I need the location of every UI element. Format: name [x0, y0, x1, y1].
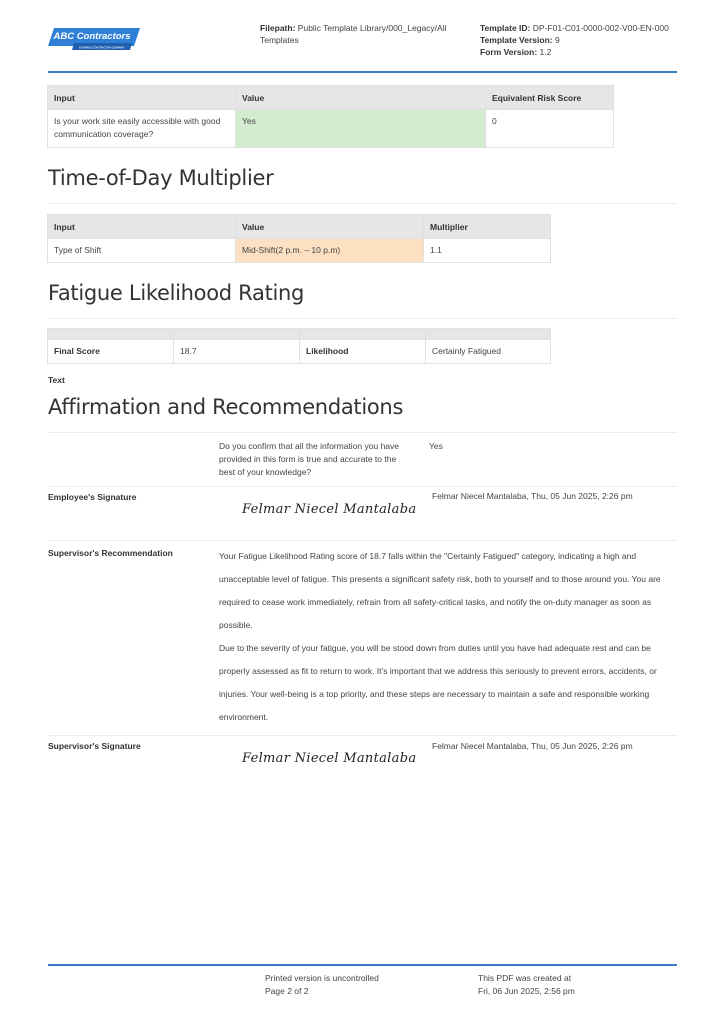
header-divider	[48, 71, 677, 73]
access-value: Yes	[236, 110, 486, 148]
form-version	[480, 46, 700, 58]
template-version-label: Template Version:	[480, 35, 553, 45]
tod-value: Mid-Shift(2 p.m. – 10 p.m)	[236, 239, 424, 263]
likelihood-label: Likelihood	[300, 340, 426, 364]
form-version-label: Form Version:	[480, 47, 538, 57]
section-title-fatigue-rating: Fatigue Likelihood Rating	[48, 281, 305, 305]
page-number: Page 2 of 2	[265, 986, 309, 996]
created-label: This PDF was created at	[478, 973, 572, 983]
filepath-block	[260, 22, 460, 46]
company-logo	[48, 26, 140, 50]
template-version-value: 9	[554, 35, 560, 45]
template-version	[480, 34, 700, 46]
access-input: Is your work site easily accessible with good communication coverage?	[48, 110, 236, 148]
tod-header-input: Input	[48, 215, 236, 239]
access-header-score: Equivalent Risk Score	[486, 86, 614, 110]
uncontrolled-notice: Printed version is uncontrolled	[265, 973, 379, 983]
tod-multiplier: 1.1	[424, 239, 551, 263]
recommendation-paragraph-2: Due to the severity of your fatigue, you will be stood down from duties until you have had adequate rest and can be properly assessed as fit to return to work. It’s important that we address this seriously to prevent errors, accidents, or injuries. Your well-being is a top priority, and these steps are necessary to maintain a safe and responsible working environment.	[219, 643, 657, 722]
time-of-day-table	[47, 214, 551, 263]
filepath-label: Filepath:	[260, 23, 296, 33]
template-id-value: DP-F01-C01-0000-002-V00-EN-000	[532, 23, 669, 33]
employee-signature-image: Felmar Niecel Mantalaba	[242, 502, 417, 517]
template-id-label: Template ID:	[480, 23, 531, 33]
empty-header	[48, 329, 174, 340]
confirm-answer: Yes	[429, 441, 443, 451]
template-info-block	[480, 22, 700, 58]
recommendation-paragraph-1: Your Fatigue Likelihood Rating score of 18.7 falls within the "Certainly Fatigued" category, indicating a high and unacceptable level of fatigue. This presents a significant safety risk, both to yourself and to those around you. You are required to cease work immediately, refrain from all safety-critical tasks, and notify the on-duty manager as soon as possible.	[219, 551, 661, 630]
section-title-affirmation: Affirmation and Recommendations	[48, 395, 404, 419]
footer-created-info	[478, 972, 575, 998]
tod-header-value: Value	[236, 215, 424, 239]
form-version-value: 1.2	[539, 47, 552, 57]
logo-tagline: EXAMPLE CONTRACTOR COMPANY	[79, 46, 125, 50]
filepath-value: Public Template Library/000_Legacy/All Templates	[260, 23, 447, 45]
employee-signature-meta: Felmar Niecel Mantalaba, Thu, 05 Jun 2025, 2:26 pm	[432, 491, 633, 501]
table-row	[48, 340, 551, 364]
row-divider	[48, 540, 677, 541]
empty-header	[174, 329, 300, 340]
row-divider	[48, 486, 677, 487]
access-score: 0	[486, 110, 614, 148]
supervisor-signature-image: Felmar Niecel Mantalaba	[242, 751, 417, 766]
fatigue-rating-table	[47, 328, 551, 364]
logo-name: ABC Contractors	[53, 31, 131, 42]
table-row	[48, 239, 551, 263]
final-score-label: Final Score	[48, 340, 174, 364]
confirm-question: Do you confirm that all the information you have provided in this form is true and accurate to the best of your knowledge?	[219, 441, 400, 477]
section-divider	[48, 432, 677, 433]
row-divider	[48, 735, 677, 736]
tod-header-multiplier: Multiplier	[424, 215, 551, 239]
footer-print-info	[265, 972, 379, 998]
section-divider	[48, 318, 677, 319]
supervisor-signature-meta: Felmar Niecel Mantalaba, Thu, 05 Jun 2025, 2:26 pm	[432, 741, 633, 751]
section-title-time-of-day: Time-of-Day Multiplier	[48, 166, 274, 190]
access-header-value: Value	[236, 86, 486, 110]
footer-divider	[48, 964, 677, 966]
employee-signature-label: Employee's Signature	[48, 492, 137, 502]
empty-header	[300, 329, 426, 340]
access-table	[47, 85, 614, 148]
table-row	[48, 110, 614, 148]
tod-input: Type of Shift	[48, 239, 236, 263]
section-divider	[48, 203, 677, 204]
empty-header	[426, 329, 551, 340]
supervisor-recommendation-label: Supervisor's Recommendation	[48, 548, 173, 558]
access-header-input: Input	[48, 86, 236, 110]
final-score-value: 18.7	[174, 340, 300, 364]
template-id	[480, 22, 700, 34]
supervisor-signature-label: Supervisor's Signature	[48, 741, 141, 751]
supervisor-recommendation-text	[219, 545, 681, 729]
text-label: Text	[48, 375, 65, 385]
created-value: Fri, 06 Jun 2025, 2:56 pm	[478, 986, 575, 996]
likelihood-value: Certainly Fatigued	[426, 340, 551, 364]
